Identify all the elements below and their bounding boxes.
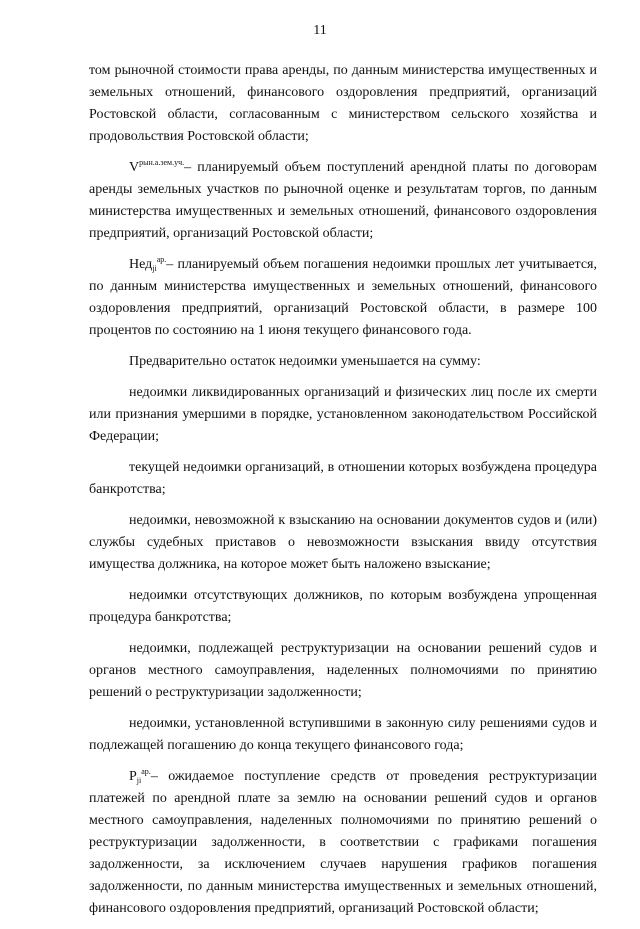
formula-subscript: ji xyxy=(152,264,157,273)
list-item: недоимки, подлежащей реструктуризации на основании решений судов и органов местного самоуправления, наделенных полномочиями по принятию решений о реструктуризации задолженности; xyxy=(89,641,597,700)
list-item: недоимки ликвидированных организаций и физических лиц после их смерти или признания умершими в порядке, установленном законодательством Российской Федерации; xyxy=(89,385,597,444)
paragraph-p-definition xyxy=(89,766,597,920)
formula-superscript: рын.а.зем.уч. xyxy=(139,158,185,167)
formula-subscript: ji xyxy=(136,776,142,785)
paragraph-continuation: том рыночной стоимости права аренды, по данным министерства имущественных и земельных отношений, финансового оздоровления предприятий, организаций Ростовской области, согласованным с министерством сельского хозяйства и продовольствия Ростовской области; xyxy=(89,63,597,144)
definition-text: – планируемый объем погашения недоимки прошлых лет учитывается, по данным министерства имущественных и земельных отношений, финансового оздоровления предприятий, организаций Ростовской области, в размере 100 процентов по состоянию на 1 июня текущего финансового года. xyxy=(89,257,597,338)
paragraph-intro: Предварительно остаток недоимки уменьшается на сумму: xyxy=(129,354,481,369)
formula-symbol-v: V xyxy=(129,160,140,175)
formula-superscript: ар. xyxy=(141,767,151,776)
paragraph-v-rent-definition xyxy=(89,157,597,245)
formula-superscript: ар. xyxy=(156,255,167,264)
list-item: текущей недоимки организаций, в отношении которых возбуждена процедура банкротства; xyxy=(89,460,597,497)
formula-symbol-ned: Нед xyxy=(129,257,153,272)
page-number: 11 xyxy=(313,23,327,38)
definition-text: – ожидаемое поступление средств от проведения реструктуризации платежей по арендной плате за землю на основании решений судов и органов местного самоуправления, наделенных полномочиями по принятию решений о реструктуризации задолженности, в соответствии с графиками погашения задолженности, за исключением случаев нарушения графиков погашения задолженности, по данным министерства имущественных и земельных отношений, финансового оздоровления предприятий, организаций Ростовской области; xyxy=(89,769,597,916)
list-item: недоимки отсутствующих должников, по которым возбуждена упрощенная процедура банкротства; xyxy=(89,588,597,625)
list-item: недоимки, установленной вступившими в законную силу решениями судов и подлежащей погашению до конца текущего финансового года; xyxy=(89,716,597,753)
list-item: недоимки, невозможной к взысканию на основании документов судов и (или) службы судебных приставов о невозможности взыскания ввиду отсутствия имущества должника, на которое может быть наложено взыскание; xyxy=(89,513,597,572)
document-body xyxy=(89,60,597,929)
paragraph-ned-definition xyxy=(89,254,597,342)
definition-text: – планируемый объем поступлений арендной платы по договорам аренды земельных участков по рыночной оценке и результатам торгов, по данным министерства имущественных и земельных отношений, финансового оздоровления предприятий, организаций Ростовской области; xyxy=(89,160,597,241)
formula-symbol-p: P xyxy=(129,769,137,784)
